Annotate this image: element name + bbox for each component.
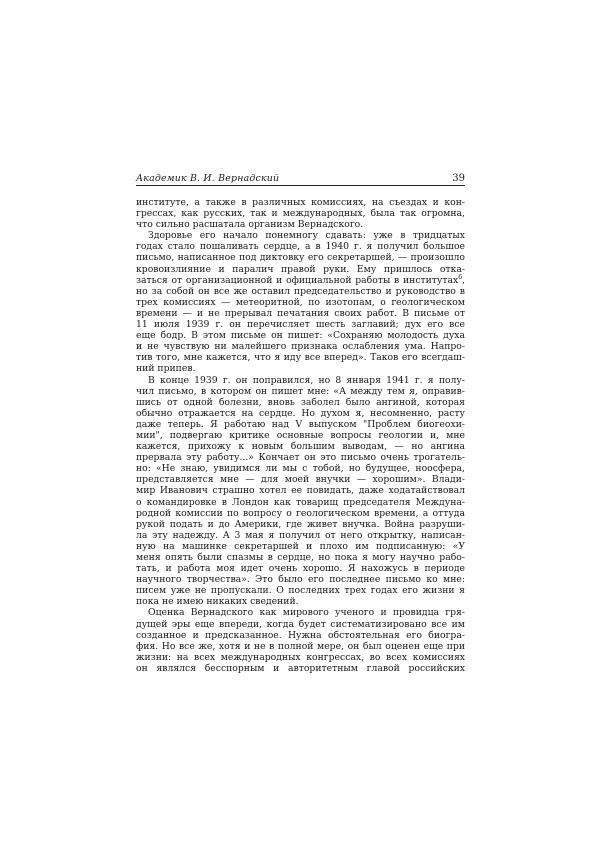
text-line: представляется мне — для моей внучки — хорошим». Влади- [136,474,465,486]
text-line: мии", подвергаю критике основные вопросы геологии и, мне [136,429,465,441]
text-line: ла эту надежду. А 3 мая я получил от него открытку, написан- [136,529,465,541]
running-head-title: Академик В. И. Вернадский [136,173,280,184]
text-line: дущей эры еще впереди, когда будет систематизировано все им [136,618,465,630]
text-line: тать, и работа моя идет очень хорошо. Я нахожусь в периоде [136,563,465,575]
text-line: рукой подать и до Америки, где живет внучка. Война разруши- [136,518,465,530]
text-line: кажется, прихожу к новым большим выводам, — но ангина [136,441,465,453]
text-line: письмо, написанное под диктовку его секретаршей, — произошло [136,252,465,264]
text-line: еще бодр. В этом письме он пишет: «Сохраняю молодость духа [136,330,465,342]
text-line: обычно отражается на сердце. Но духом я, несомненно, расту [136,407,465,419]
page-number: 39 [452,173,465,184]
text-line: писем уже не пропускали. О последних трех годах его жизни я [136,585,465,597]
text-line: пока не имею никаких сведений. [136,596,299,608]
text-line: жизни: на всех международных конгрессах, во всех комиссиях [136,651,465,663]
paragraph [136,197,465,230]
text-line: что сильно расшатала организм Вернадского. [136,219,364,231]
text-line: даже теперь. Я работаю над V выпуском "Проблем биогеохи- [136,418,465,430]
text-line: и не чувствую ни малейшего признака ослабления ума. Напро- [136,341,465,353]
text-line: но за собой он все же оставил председательство и руководство в [136,285,465,297]
text-line: годах стало пошаливать сердце, а в 1940 г. я получил большое [136,241,465,253]
text-line: институте, а также в различных комиссиях, на съездах и кон- [136,197,465,208]
book-page [136,171,465,674]
text-line: он являлся бесспорным и авторитетным главой российских [136,662,465,674]
text-line: фия. Но все же, хотя и не в полной мере, он был оценен еще при [136,640,465,652]
text-line: тив того, мне кажется, что я иду все вперед». Таков его всегдаш- [136,352,465,364]
text-line: созданное и предсказанное. Нужна обстоятельная его биогра- [136,629,465,641]
text-line: трех комиссиях — метеоритной, по изотопам, о геологическом [136,296,465,308]
text-line: 11 июля 1939 г. он перечисляет шесть заглавий; дух его все [136,319,465,331]
text-line: В конце 1939 г. он поправился, но 8 января 1941 г. я полу- [148,374,465,386]
paragraph [136,607,465,674]
text-line: грессах, как русских, так и международных, была так огромна, [136,208,465,220]
text-line: но: «Не знаю, увидимся ли мы с тобой, но будущее, ноосфера, [136,463,465,475]
paragraph [136,375,465,608]
text-line: прервала эту работу...» Кончает он это письмо очень трогатель- [136,452,465,464]
text-line: заться от организационной и официальной работы в институтах$^6$, [136,273,465,286]
text-line: о командировке в Лондон как товарищ председателя Междуна- [136,496,465,508]
text-line: шись от одной болезни, вновь заболел было ангиной, которая [136,396,465,408]
body-text [136,197,465,674]
text-line: родной комиссии по вопросу о геологическом времени, а оттуда [136,507,465,519]
text-line: меня опять были спазмы в сердце, но пока я могу научно рабо- [136,552,465,563]
text-line: научного творчества». Это было его последнее письмо ко мне: [136,574,465,586]
text-line: Здоровье его начало понемногу сдавать: уже в тридцатых [148,230,465,242]
text-line: Оценка Вернадского как мирового ученого и провидца гря- [148,607,465,619]
text-line: кровоизлияние и паралич правой руки. Ему пришлось отка- [136,263,465,275]
text-line: ний припев. [136,363,196,375]
text-line: ную на машинке секретаршей и плохо им подписанную: «У [136,540,465,552]
text-line: мир Иванович страшно хотел ее повидать, даже ходатайствовал [136,485,465,497]
footnote-mark[interactable]: 6 [458,273,463,281]
paragraph [136,230,465,374]
text-line: времени — и не прерывал печатания своих работ. В письме от [136,307,465,319]
text-line: чил письмо, в котором он пишет мне: «А между тем я, оправив- [136,385,465,397]
running-head [136,171,465,186]
